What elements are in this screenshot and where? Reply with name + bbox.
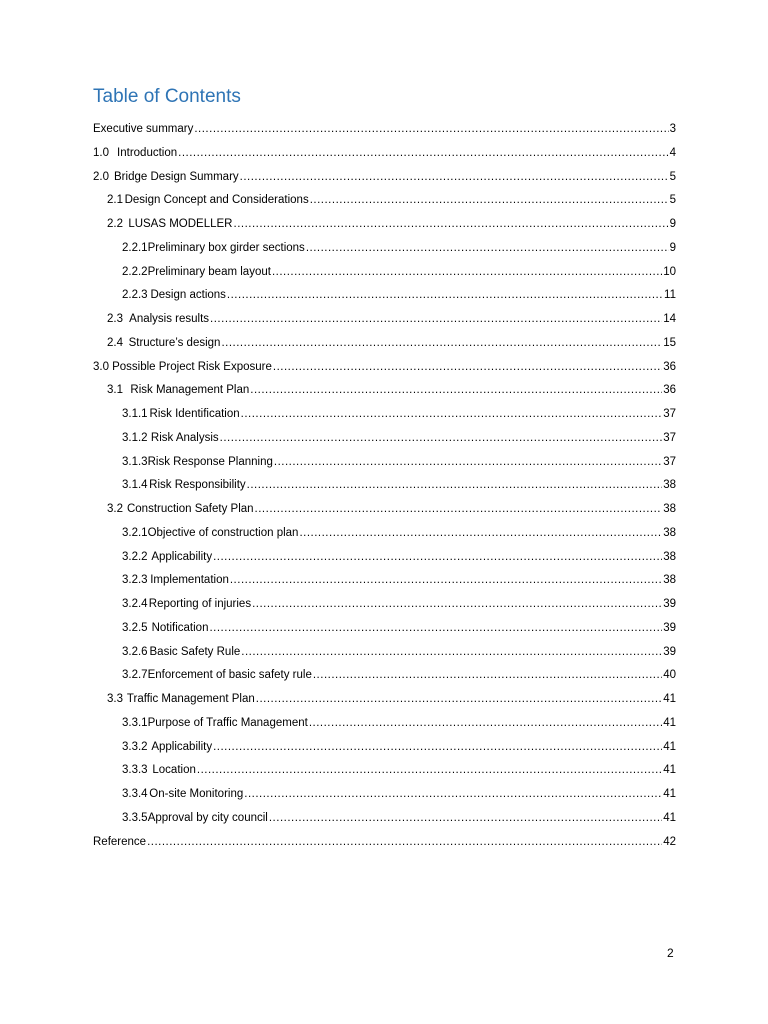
dot-leader <box>227 284 663 308</box>
toc-entry[interactable] <box>93 118 676 142</box>
toc-entry[interactable] <box>93 759 676 783</box>
toc-entry-label: Possible Project Risk Exposure <box>112 360 272 373</box>
toc-entry-number: 3.2.7 <box>122 669 148 682</box>
toc-entry-label: Bridge Design Summary <box>114 170 239 183</box>
toc-entry[interactable] <box>93 237 676 261</box>
toc-entry-number: 3.1.1 <box>122 408 148 420</box>
toc-entry-number: 2.2.1 <box>122 241 148 254</box>
toc-entry[interactable] <box>93 213 676 237</box>
toc-entry-page: 11 <box>664 289 676 302</box>
toc-entry-label: On-site Monitoring <box>149 788 244 800</box>
toc-entry[interactable] <box>93 546 676 570</box>
toc-entry-label: Construction Safety Plan <box>126 503 254 515</box>
toc-entry-number: 1.0 <box>93 146 109 159</box>
toc-entry[interactable] <box>93 427 676 451</box>
toc-entry-page: 38 <box>663 550 676 563</box>
toc-entry-number: 3.1.4 <box>122 479 148 492</box>
dot-leader <box>250 379 662 403</box>
toc-entry-label: Basic Safety Rule <box>149 645 241 658</box>
toc-entry[interactable] <box>93 736 676 760</box>
toc-list <box>93 118 676 854</box>
dot-leader <box>178 142 668 166</box>
toc-entry-number: 3.3.2 <box>122 740 148 753</box>
toc-entry-page: 9 <box>669 241 676 254</box>
toc-entry-label: Risk Management Plan <box>127 384 250 397</box>
toc-entry-page: 36 <box>663 360 676 373</box>
toc-entry-page: 41 <box>663 811 676 824</box>
dot-leader <box>197 759 662 783</box>
toc-entry-page: 10 <box>663 265 676 278</box>
dot-leader <box>256 688 662 712</box>
toc-entry[interactable] <box>93 403 676 427</box>
dot-leader <box>210 308 662 332</box>
toc-entry-page: 38 <box>663 479 676 492</box>
dot-leader <box>313 664 662 688</box>
toc-entry-label: Reporting of injuries <box>148 598 252 610</box>
dot-leader <box>241 641 662 665</box>
toc-entry-label: Design actions <box>150 289 226 302</box>
toc-entry-label: Objective of construction plan <box>147 526 299 539</box>
dot-leader <box>306 237 669 261</box>
toc-entry-page: 5 <box>669 194 676 207</box>
toc-entry-page: 3 <box>669 123 676 135</box>
toc-entry-number: 3.1.3 <box>122 455 148 468</box>
dot-leader <box>194 118 668 142</box>
toc-entry-page: 41 <box>663 764 676 777</box>
toc-entry-label: Risk Identification <box>149 408 240 420</box>
toc-entry[interactable] <box>93 308 676 332</box>
toc-entry-number: 3.3.3 <box>122 764 148 777</box>
dot-leader <box>274 451 662 475</box>
toc-entry-label: Traffic Management Plan <box>126 693 255 705</box>
dot-leader <box>221 332 662 356</box>
toc-entry-number: 3.3.5 <box>122 811 148 824</box>
toc-entry-number: 2.0 <box>93 170 109 183</box>
toc-entry-number: 3.2.2 <box>122 550 148 563</box>
toc-entry[interactable] <box>93 688 676 712</box>
toc-entry-page: 41 <box>663 788 676 800</box>
toc-entry[interactable] <box>93 593 676 617</box>
dot-leader <box>230 569 662 593</box>
toc-entry[interactable] <box>93 332 676 356</box>
toc-entry-page: 14 <box>663 313 676 325</box>
toc-entry-label: Preliminary box girder sections <box>147 241 305 254</box>
toc-entry-number: 3.0 <box>93 360 109 373</box>
toc-entry-label: Notification <box>151 621 209 634</box>
toc-entry-label: Risk Responsibility <box>149 479 246 492</box>
dot-leader <box>255 498 663 522</box>
toc-entry-page: 36 <box>663 384 676 397</box>
dot-leader <box>252 593 662 617</box>
toc-entry-label: Enforcement of basic safety rule <box>147 669 312 682</box>
toc-entry-page: 37 <box>663 408 676 420</box>
toc-entry-label: Location <box>152 764 196 777</box>
toc-entry[interactable] <box>93 142 676 166</box>
toc-entry-number: 3.1 <box>107 384 123 397</box>
toc-entry-label: Preliminary beam layout <box>147 265 271 278</box>
dot-leader <box>273 356 662 380</box>
toc-entry-label: Reference <box>93 835 147 848</box>
toc-entry-label: Structure’s design <box>128 336 221 349</box>
toc-entry-page: 40 <box>663 669 676 682</box>
dot-leader <box>247 474 663 498</box>
toc-entry[interactable] <box>93 284 676 308</box>
toc-entry-page: 39 <box>663 598 676 610</box>
toc-entry[interactable] <box>93 617 676 641</box>
toc-entry-page: 37 <box>663 431 676 444</box>
toc-entry-page: 41 <box>663 740 676 753</box>
toc-entry-number: 3.2.3 <box>122 574 148 587</box>
toc-entry-page: 39 <box>663 621 676 634</box>
toc-entry[interactable] <box>93 712 676 736</box>
dot-leader <box>241 403 663 427</box>
toc-entry-number: 2.2.3 <box>122 289 148 302</box>
toc-entry-page: 15 <box>663 336 676 349</box>
toc-entry[interactable] <box>93 498 676 522</box>
toc-entry-label: LUSAS MODELLER <box>128 218 233 230</box>
dot-leader <box>244 783 662 807</box>
toc-entry-page: 42 <box>663 835 676 848</box>
dot-leader <box>147 831 662 855</box>
toc-entry-label: Risk Response Planning <box>147 455 273 468</box>
toc-entry-label: Analysis results <box>129 313 210 325</box>
toc-entry-number: 3.3 <box>107 693 123 705</box>
toc-entry-page: 5 <box>669 170 676 183</box>
toc-entry-number: 3.2.6 <box>122 645 148 658</box>
toc-entry-label: Approval by city council <box>147 811 268 824</box>
toc-entry-number: 3.3.1 <box>122 716 148 729</box>
toc-entry-number: 3.2.1 <box>122 526 148 539</box>
toc-entry[interactable] <box>93 569 676 593</box>
toc-entry-number: 2.1 <box>107 194 123 207</box>
toc-entry-number: 2.4 <box>107 336 123 349</box>
toc-entry[interactable] <box>93 783 676 807</box>
toc-entry-page: 39 <box>663 645 676 658</box>
dot-leader <box>220 427 663 451</box>
toc-entry[interactable] <box>93 474 676 498</box>
dot-leader <box>310 189 669 213</box>
toc-entry-number: 3.3.4 <box>122 788 148 800</box>
dot-leader <box>309 712 662 736</box>
toc-entry-label: Design Concept and Considerations <box>124 194 309 207</box>
dot-leader <box>213 736 662 760</box>
toc-entry-page: 41 <box>663 693 676 705</box>
toc-entry[interactable] <box>93 641 676 665</box>
dot-leader <box>269 807 662 831</box>
toc-entry-page: 37 <box>663 455 676 468</box>
toc-entry-label: Executive summary <box>93 123 194 135</box>
dot-leader <box>213 546 662 570</box>
dot-leader <box>209 617 662 641</box>
toc-entry-number: 2.3 <box>107 313 123 325</box>
toc-title: Table of Contents <box>93 86 241 107</box>
toc-entry-page: 4 <box>669 146 676 159</box>
dot-leader <box>299 522 662 546</box>
toc-entry[interactable] <box>93 831 676 855</box>
toc-entry-page: 38 <box>663 526 676 539</box>
toc-entry-number: 3.2 <box>107 503 123 515</box>
toc-entry-page: 38 <box>663 503 676 515</box>
toc-entry-label: Applicability <box>151 550 213 563</box>
toc-entry-label: Applicability <box>151 740 213 753</box>
dot-leader <box>234 213 669 237</box>
toc-entry[interactable] <box>93 189 676 213</box>
toc-entry-label: Introduction <box>117 146 178 159</box>
toc-entry-page: 38 <box>663 574 676 587</box>
toc-entry-number: 2.2.2 <box>122 265 148 278</box>
toc-entry-page: 9 <box>669 218 676 230</box>
toc-entry-page: 41 <box>663 716 676 729</box>
toc-entry[interactable] <box>93 664 676 688</box>
toc-entry-number: 3.2.5 <box>122 621 148 634</box>
toc-entry-number: 3.2.4 <box>122 598 148 610</box>
toc-entry[interactable] <box>93 807 676 831</box>
toc-entry[interactable] <box>93 522 676 546</box>
toc-entry-label: Risk Analysis <box>150 431 219 444</box>
toc-entry[interactable] <box>93 166 676 190</box>
toc-entry[interactable] <box>93 451 676 475</box>
toc-entry-number: 2.2 <box>107 218 123 230</box>
toc-entry[interactable] <box>93 261 676 285</box>
page-number: 2 <box>667 946 674 960</box>
toc-entry[interactable] <box>93 356 676 380</box>
toc-entry-label: Implementation <box>150 574 229 587</box>
toc-entry[interactable] <box>93 379 676 403</box>
dot-leader <box>240 166 669 190</box>
toc-entry-number: 3.1.2 <box>122 431 148 444</box>
toc-entry-label: Purpose of Traffic Management <box>147 716 308 729</box>
dot-leader <box>272 261 662 285</box>
